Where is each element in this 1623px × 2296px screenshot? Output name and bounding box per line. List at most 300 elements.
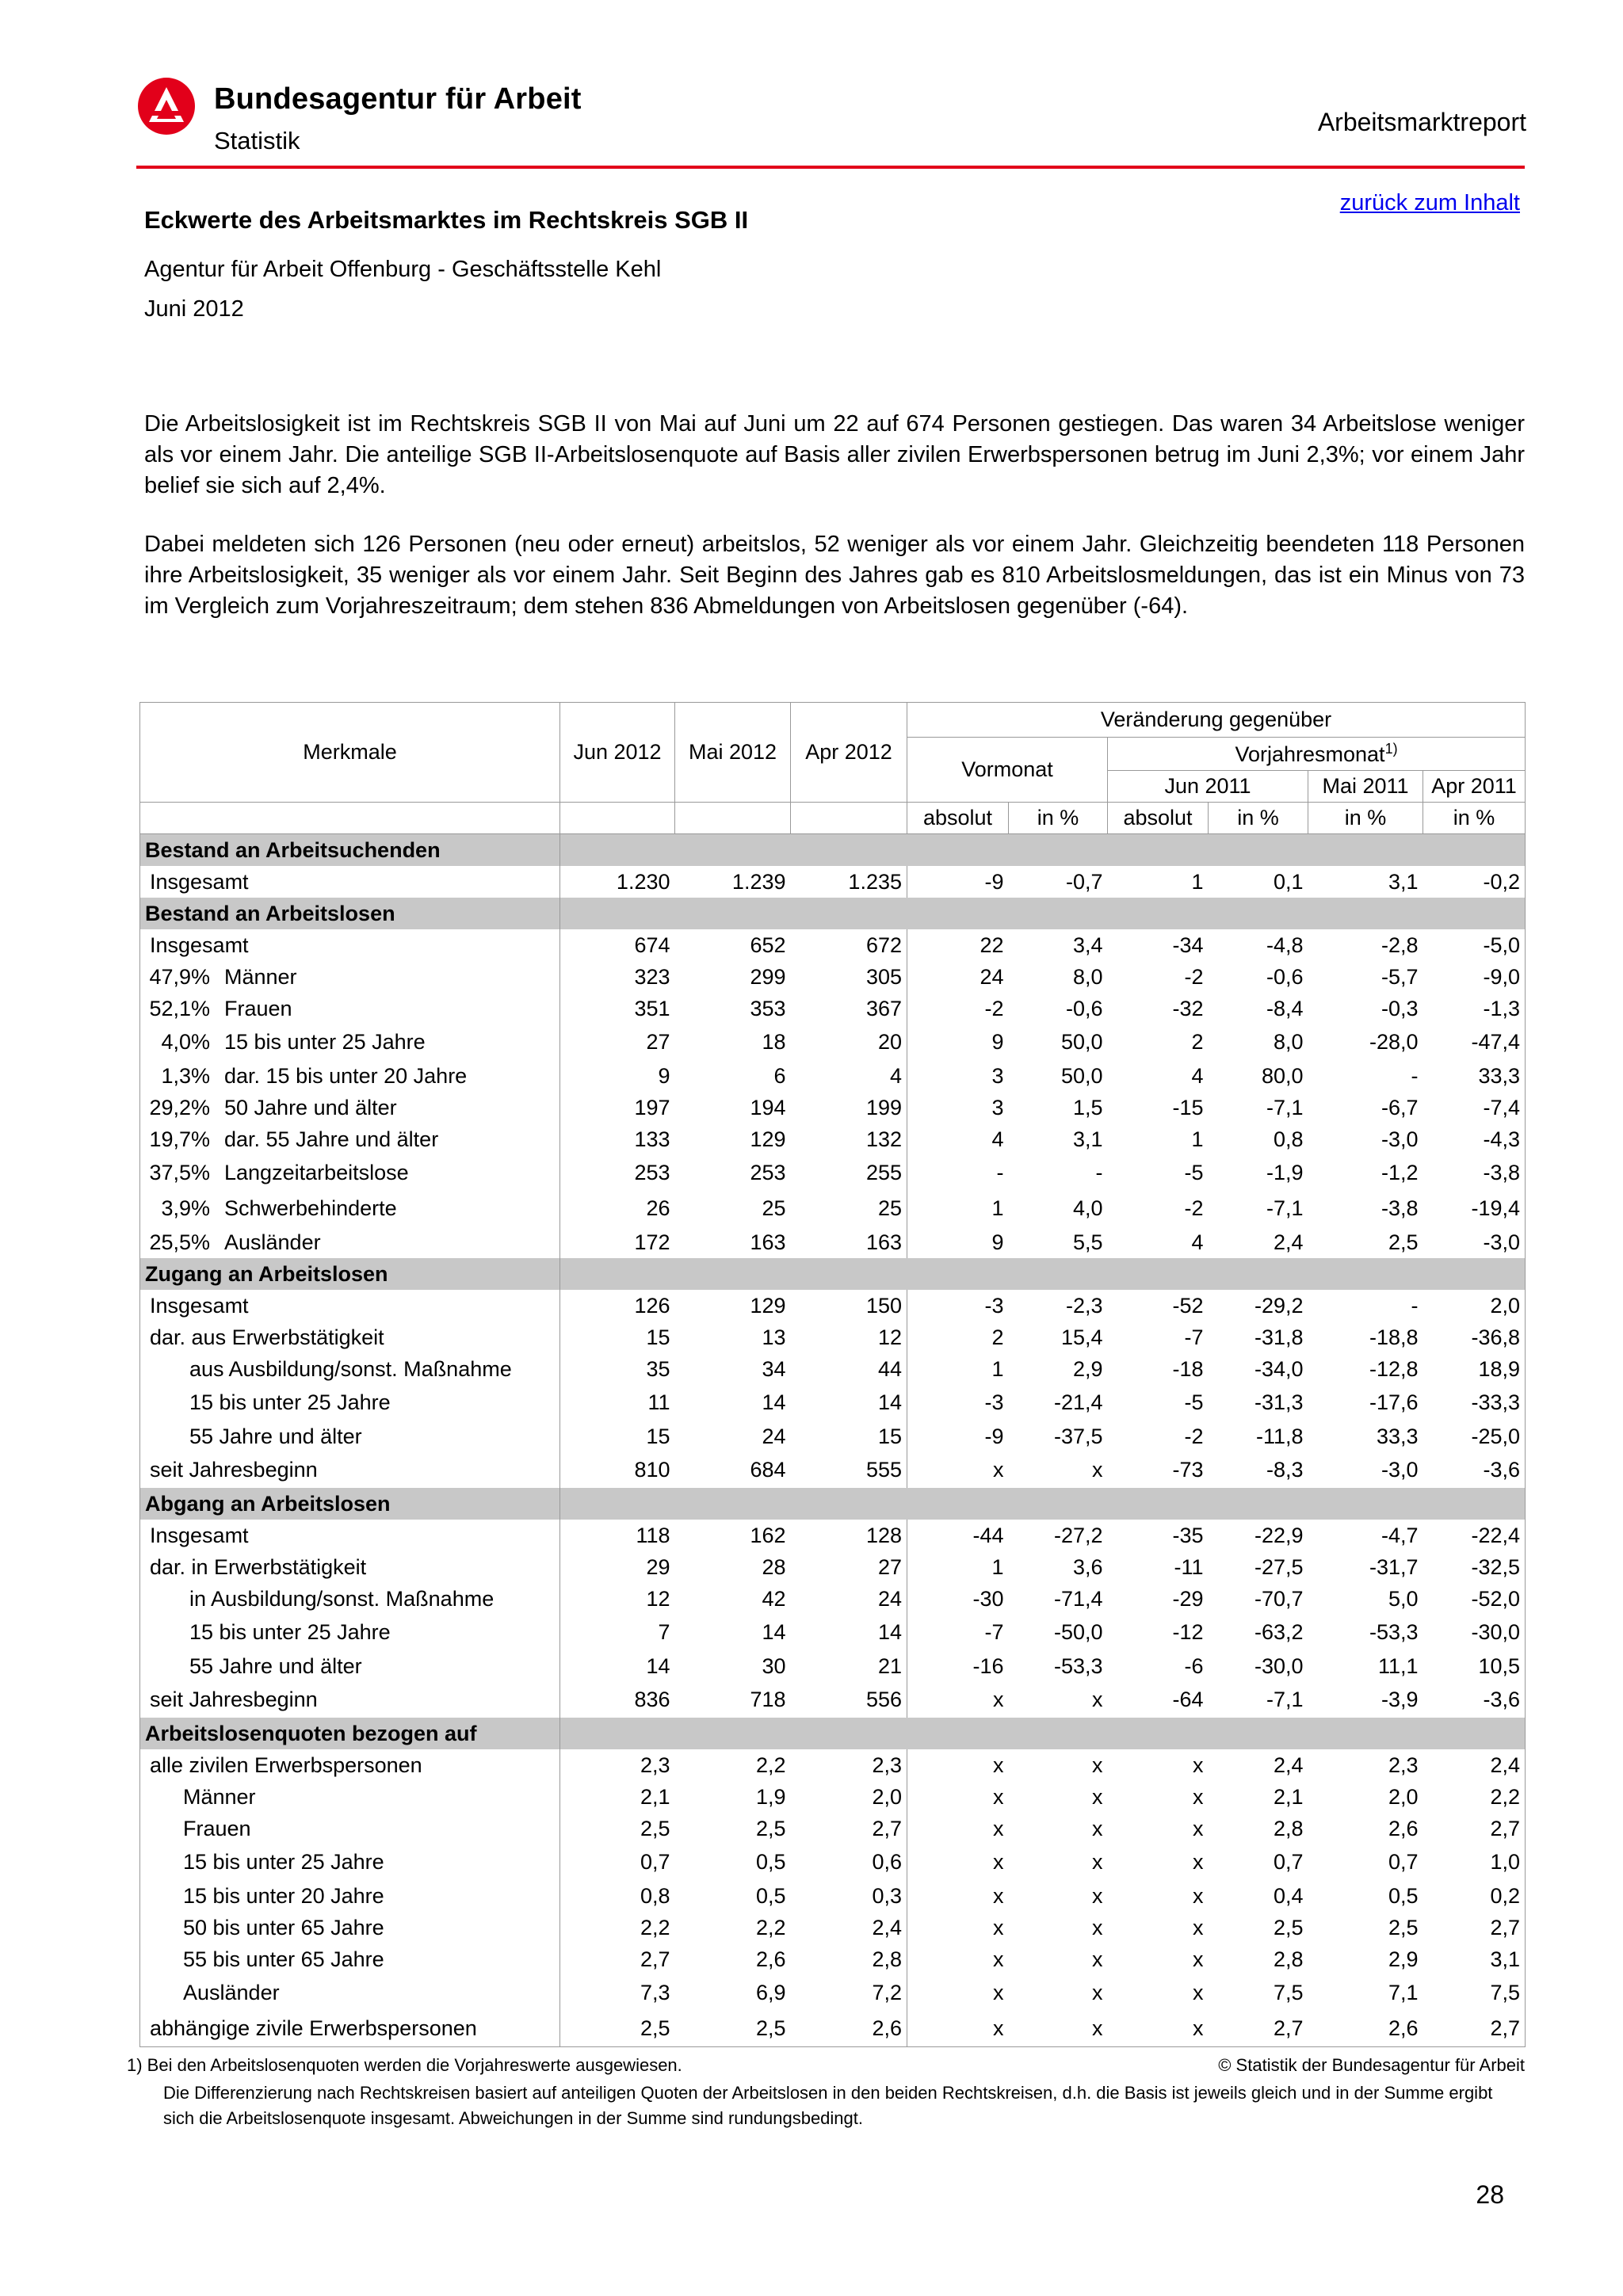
section-filler	[1308, 898, 1423, 929]
table-cell: -64	[1172, 1688, 1204, 1711]
table-cell: 2,8	[1273, 1947, 1304, 1971]
table-cell: -18,8	[1369, 1325, 1419, 1349]
table-section-row	[140, 1718, 1526, 1749]
table-section-row	[140, 1488, 1526, 1520]
table-cell: -35	[1172, 1523, 1204, 1547]
table-cell: -15	[1172, 1095, 1204, 1119]
table-cell: 2,6	[1308, 2011, 1423, 2047]
table-cell: 24	[980, 964, 1004, 989]
row-label: 15 bis unter 25 Jahre	[183, 1850, 384, 1874]
table-cell: -	[996, 1161, 1004, 1184]
table-cell: -7,1	[1266, 1688, 1304, 1711]
table-cell: -6	[1184, 1653, 1204, 1678]
section-filler	[1009, 1718, 1108, 1749]
row-label-cell	[140, 1781, 560, 1813]
table-cell: -7	[1184, 1325, 1204, 1349]
table-cell: 836	[634, 1688, 670, 1711]
table-row	[140, 1583, 1526, 1615]
row-label-cell	[140, 1975, 560, 2011]
table-cell: 2,2	[755, 1753, 786, 1777]
table-cell: 4	[1191, 1230, 1204, 1254]
table-cell: 7,5	[1423, 1975, 1526, 2011]
row-label-cell	[140, 1322, 560, 1353]
table-cell: 44	[791, 1353, 907, 1385]
header-mai-2012: Mai 2012	[675, 703, 791, 803]
table-cell: -2,3	[1065, 1293, 1103, 1318]
table-cell: -2	[1184, 964, 1204, 989]
header-inpct-jun-2011: in %	[1209, 803, 1308, 834]
table-cell: 35	[646, 1356, 670, 1381]
table-cell: x	[993, 1458, 1004, 1482]
section-filler	[560, 834, 675, 867]
table-row	[140, 1155, 1526, 1191]
table-cell: 1	[1191, 869, 1204, 894]
row-label-cell	[140, 2011, 560, 2047]
section-filler	[1423, 1488, 1526, 1520]
row-label-cell	[140, 1290, 560, 1322]
section-label: Arbeitslosenquoten bezogen auf	[140, 1718, 560, 1749]
table-cell: 2,1	[640, 1784, 670, 1809]
table-cell: 194	[750, 1095, 786, 1119]
row-label: Frauen	[183, 1816, 251, 1840]
table-cell: 810	[634, 1458, 670, 1482]
table-cell: -0,7	[1065, 869, 1103, 894]
table-cell: 150	[791, 1290, 907, 1322]
table-cell: -11,8	[1255, 1424, 1304, 1448]
table-cell: 2,2	[755, 1915, 786, 1939]
header-vorjahresmonat-text: Vorjahresmonat	[1235, 742, 1385, 766]
table-cell: -5,7	[1381, 964, 1419, 989]
row-label-cell	[140, 1583, 560, 1615]
table-row	[140, 1844, 1526, 1880]
table-row	[140, 1123, 1526, 1155]
row-share: 25,5%	[149, 1230, 210, 1254]
table-cell: 2,1	[1273, 1784, 1304, 1809]
table-cell: 80,0	[1261, 1063, 1304, 1088]
section-filler	[1009, 1488, 1108, 1520]
header-apr-2011: Apr 2011	[1423, 771, 1526, 803]
table-cell: 5,5	[1072, 1230, 1103, 1254]
row-label-cell	[140, 1226, 560, 1258]
row-label-cell	[140, 929, 560, 961]
row-label: 50 bis unter 65 Jahre	[183, 1915, 384, 1939]
table-cell: x	[993, 1883, 1004, 1908]
table-cell: 253	[634, 1161, 670, 1184]
table-cell: x	[1092, 1947, 1103, 1971]
table-cell: 128	[791, 1520, 907, 1551]
row-label-cell	[140, 1682, 560, 1718]
table-cell: 1,9	[755, 1784, 786, 1809]
table-cell: 14	[791, 1615, 907, 1650]
header-absolut-vormonat: absolut	[907, 803, 1009, 834]
row-label: Frauen	[224, 996, 292, 1020]
table-cell: 351	[634, 996, 670, 1020]
table-cell: x	[1193, 1947, 1204, 1971]
section-label: Zugang an Arbeitslosen	[140, 1258, 560, 1290]
table-cell: -27,2	[1053, 1523, 1103, 1547]
table-row	[140, 961, 1526, 993]
table-cell: -0,2	[1423, 866, 1526, 898]
table-row	[140, 1092, 1526, 1123]
table-cell: 2,7	[1209, 2011, 1308, 2047]
table-cell: 2,5	[675, 2011, 791, 2047]
table-cell: -1,9	[1266, 1161, 1304, 1184]
table-cell: -2	[1184, 1424, 1204, 1448]
table-cell: 672	[791, 929, 907, 961]
table-row	[140, 1912, 1526, 1943]
row-label: Langzeitarbeitslose	[224, 1161, 409, 1184]
table-cell: 0,7	[1273, 1850, 1304, 1874]
section-filler	[791, 1258, 907, 1290]
table-row	[140, 1650, 1526, 1682]
table-row	[140, 1520, 1526, 1551]
table-cell: 163	[750, 1230, 786, 1254]
table-cell: -53,3	[1369, 1620, 1419, 1644]
row-label: Insgesamt	[150, 933, 249, 957]
row-label: dar. in Erwerbstätigkeit	[150, 1554, 367, 1579]
table-row	[140, 1615, 1526, 1650]
row-share: 29,2%	[149, 1095, 210, 1119]
row-label: in Ausbildung/sonst. Maßnahme	[189, 1586, 495, 1611]
section-filler	[1009, 1258, 1108, 1290]
ba-logo-icon	[136, 76, 197, 136]
table-cell: x	[1193, 1883, 1204, 1908]
table-cell: x	[1092, 1915, 1103, 1939]
table-cell: 30	[762, 1653, 786, 1678]
table-cell: 133	[634, 1127, 670, 1151]
table-cell: 0,6	[791, 1844, 907, 1880]
header-mai-2011: Mai 2011	[1308, 771, 1423, 803]
table-cell: 34	[762, 1356, 786, 1381]
table-row	[140, 1290, 1526, 1322]
table-cell: 163	[791, 1226, 907, 1258]
table-cell: -32	[1172, 996, 1204, 1020]
row-label-cell	[140, 1551, 560, 1583]
section-filler	[560, 1488, 675, 1520]
table-cell: 2,5	[640, 1816, 670, 1840]
table-row	[140, 1452, 1526, 1488]
table-cell: x	[993, 1947, 1004, 1971]
row-label: Männer	[224, 964, 297, 989]
header-inpct-mai-2011: in %	[1308, 803, 1423, 834]
table-cell: 3,1	[1423, 1943, 1526, 1975]
section-filler	[791, 1718, 907, 1749]
row-label-cell	[140, 1385, 560, 1421]
header-inpct-vormonat: in %	[1009, 803, 1108, 834]
table-cell: -2	[1184, 1196, 1204, 1220]
table-cell: 305	[791, 961, 907, 993]
section-filler	[1209, 1718, 1308, 1749]
table-cell: 2,9	[1388, 1947, 1419, 1971]
table-cell: 684	[750, 1458, 786, 1482]
row-label-cell	[140, 961, 560, 993]
table-cell: 7,2	[791, 1975, 907, 2011]
table-cell: 3,1	[1388, 869, 1419, 894]
table-cell: -3,0	[1381, 1458, 1419, 1482]
table-cell: 2,5	[560, 2011, 675, 2047]
table-cell: -17,6	[1369, 1390, 1419, 1414]
table-cell: 13	[762, 1325, 786, 1349]
table-cell: -22,9	[1254, 1523, 1304, 1547]
table-cell: x	[1193, 1981, 1204, 2004]
table-cell: 1	[991, 1554, 1004, 1579]
table-section-row	[140, 898, 1526, 929]
row-label: Insgesamt	[150, 1293, 249, 1318]
table-cell: x	[1108, 2011, 1209, 2047]
table-cell: -7	[984, 1620, 1004, 1644]
table-cell: 25	[762, 1196, 786, 1220]
table-row	[140, 866, 1526, 898]
table-cell: 0,5	[755, 1883, 786, 1908]
table-cell: 24	[791, 1583, 907, 1615]
table-cell: 22	[980, 933, 1004, 957]
table-row	[140, 2011, 1526, 2047]
table-cell: -11	[1174, 1554, 1204, 1579]
table-cell: 25	[791, 1191, 907, 1226]
table-cell: 2,0	[791, 1781, 907, 1813]
table-cell: -31,7	[1369, 1554, 1419, 1579]
table-cell: 1,0	[1423, 1844, 1526, 1880]
table-row	[140, 1813, 1526, 1844]
table-cell: -22,4	[1423, 1520, 1526, 1551]
table-cell: 323	[634, 964, 670, 989]
row-label: abhängige zivile Erwerbspersonen	[150, 2016, 477, 2040]
table-row	[140, 1060, 1526, 1092]
table-cell: 162	[750, 1523, 786, 1547]
table-cell: -3,8	[1381, 1196, 1419, 1220]
table-row	[140, 993, 1526, 1024]
table-cell: 0,7	[1388, 1850, 1419, 1874]
table-cell: 0,5	[1388, 1883, 1419, 1908]
table-row	[140, 1385, 1526, 1421]
section-filler	[1108, 834, 1209, 867]
row-label: aus Ausbildung/sonst. Maßnahme	[189, 1356, 512, 1381]
table-cell: -0,6	[1065, 996, 1103, 1020]
section-filler	[1308, 1488, 1423, 1520]
table-cell: -30	[972, 1586, 1004, 1611]
back-to-contents-link[interactable]: zurück zum Inhalt	[1339, 190, 1520, 215]
row-label-cell	[140, 1813, 560, 1844]
table-cell: -3,6	[1423, 1452, 1526, 1488]
table-cell: 126	[634, 1293, 670, 1318]
table-cell: 0,8	[640, 1883, 670, 1908]
row-label-cell	[140, 1092, 560, 1123]
header-veraenderung: Veränderung gegenüber	[907, 703, 1526, 738]
table-cell: 718	[750, 1688, 786, 1711]
table-cell: 2,4	[791, 1912, 907, 1943]
row-label: Insgesamt	[150, 869, 249, 894]
table-cell: -50,0	[1053, 1620, 1103, 1644]
table-cell: 2,7	[1423, 1813, 1526, 1844]
section-filler	[1423, 1718, 1526, 1749]
table-cell: -52	[1172, 1293, 1204, 1318]
org-name: Bundesagentur für Arbeit	[214, 82, 582, 116]
row-label: 15 bis unter 20 Jahre	[183, 1883, 384, 1908]
row-label: alle zivilen Erwerbspersonen	[150, 1753, 422, 1777]
table-cell: 2,7	[791, 1813, 907, 1844]
header-merkmale: Merkmale	[140, 703, 560, 803]
table-cell: 3,1	[1072, 1127, 1103, 1151]
table-body	[140, 834, 1526, 2047]
table-cell: 2,7	[640, 1947, 670, 1971]
table-cell: 7,5	[1273, 1981, 1304, 2004]
row-label-cell	[140, 1880, 560, 1912]
table-cell: -4,3	[1423, 1123, 1526, 1155]
table-cell: x	[993, 1915, 1004, 1939]
table-cell: 199	[791, 1092, 907, 1123]
table-cell: x	[1092, 1850, 1103, 1874]
table-cell: 11,1	[1377, 1653, 1419, 1678]
row-label: dar. 55 Jahre und älter	[224, 1127, 439, 1151]
table-cell: x	[1092, 1816, 1103, 1840]
table-cell: -9	[984, 1424, 1004, 1448]
section-filler	[907, 1718, 1009, 1749]
section-filler	[791, 898, 907, 929]
table-cell: 11	[647, 1390, 670, 1414]
table-cell: 0,8	[1273, 1127, 1304, 1151]
table-cell: -47,4	[1423, 1024, 1526, 1060]
table-cell: 29	[646, 1554, 670, 1579]
table-cell: 1,5	[1072, 1095, 1103, 1119]
table-cell: -53,3	[1053, 1653, 1103, 1678]
table-cell: 674	[634, 933, 670, 957]
row-label-cell	[140, 1421, 560, 1452]
row-label-cell	[140, 866, 560, 898]
table-cell: 1	[991, 1356, 1004, 1381]
table-cell: 7,1	[1388, 1981, 1419, 2004]
row-label-cell	[140, 1650, 560, 1682]
statistics-table	[139, 702, 1526, 2047]
table-cell: -73	[1172, 1458, 1204, 1482]
row-label: seit Jahresbeginn	[150, 1688, 318, 1711]
table-cell: 2,0	[1423, 1290, 1526, 1322]
section-filler	[1009, 898, 1108, 929]
table-cell: 3,6	[1072, 1554, 1103, 1579]
table-cell: -29	[1172, 1586, 1204, 1611]
footnote-2: Die Differenzierung nach Rechtskreisen basiert auf anteiligen Quoten der Arbeitslosen in den beiden Rechtskreisen, d.h. die Basis ist jeweils gleich und in der Summe ergibt sich die Arbeitslosenquote insgesamt. Abweichungen in der Summe sind rundungsbedingt.	[163, 2083, 1493, 2128]
table-cell: 10,5	[1423, 1650, 1526, 1682]
table-cell: 3	[991, 1095, 1004, 1119]
summary-paragraph-2: Dabei meldeten sich 126 Personen (neu oder erneut) arbeitslos, 52 weniger als vor einem Jahr. Gleichzeitig beendeten 118 Personen ihre Arbeitslosigkeit, 35 weniger als vor einem Jahr. Seit Beginn des Jahres gab es 810 Arbeitslosmeldungen, das ist ein Minus von 73 im Vergleich zum Vorjahreszeitraum; dem stehen 836 Abmeldungen von Arbeitslosen gegenüber (-64).	[144, 532, 1525, 619]
table-cell: 2,4	[1273, 1230, 1304, 1254]
table-row	[140, 1024, 1526, 1060]
table-cell: -30,0	[1423, 1615, 1526, 1650]
table-cell: x	[1092, 1784, 1103, 1809]
table-cell: -32,5	[1423, 1551, 1526, 1583]
table-cell: 15	[791, 1421, 907, 1452]
table-cell: 2,3	[1388, 1753, 1419, 1777]
section-filler	[1108, 898, 1209, 929]
section-filler	[791, 1488, 907, 1520]
section-filler	[1308, 834, 1423, 867]
section-filler	[1423, 898, 1526, 929]
table-cell: -	[1411, 1063, 1419, 1088]
org-subtitle: Statistik	[214, 127, 300, 154]
table-cell: -3,6	[1423, 1682, 1526, 1718]
table-cell: x	[1009, 2011, 1108, 2047]
header-vorjahresmonat	[1108, 738, 1526, 771]
table-cell: 2,2	[1423, 1781, 1526, 1813]
table-cell: -	[1411, 1293, 1419, 1318]
table-cell: 0,1	[1273, 869, 1304, 894]
table-row	[140, 1551, 1526, 1583]
table-cell: 2,9	[1072, 1356, 1103, 1381]
row-label-cell	[140, 1191, 560, 1226]
table-section-row	[140, 834, 1526, 867]
row-label-cell	[140, 1060, 560, 1092]
table-cell: 2,8	[791, 1943, 907, 1975]
table-cell: 197	[634, 1095, 670, 1119]
row-label: dar. aus Erwerbstätigkeit	[150, 1325, 384, 1349]
table-cell: 1.235	[791, 866, 907, 898]
row-share: 19,7%	[149, 1127, 210, 1151]
section-filler	[907, 1258, 1009, 1290]
table-cell: -8,3	[1266, 1458, 1304, 1482]
row-label: Insgesamt	[150, 1523, 249, 1547]
section-filler	[1108, 1718, 1209, 1749]
table-cell: x	[907, 2011, 1009, 2047]
table-cell: x	[1193, 1816, 1204, 1840]
table-cell: 299	[750, 964, 786, 989]
table-cell: 33,3	[1376, 1424, 1419, 1448]
header-absolut-vorjahr: absolut	[1108, 803, 1209, 834]
table-cell: 2,3	[791, 1749, 907, 1781]
row-label-cell	[140, 1123, 560, 1155]
header-vormonat: Vormonat	[907, 738, 1108, 803]
row-label: 55 bis unter 65 Jahre	[183, 1947, 384, 1971]
page-number: 28	[1476, 2180, 1504, 2209]
table-cell: -52,0	[1423, 1583, 1526, 1615]
row-label: 55 Jahre und älter	[189, 1653, 362, 1678]
row-label: seit Jahresbeginn	[150, 1458, 318, 1482]
table-cell: 12	[791, 1322, 907, 1353]
table-cell: 2,0	[1388, 1784, 1419, 1809]
table-cell: 15	[646, 1424, 670, 1448]
table-cell: 21	[791, 1650, 907, 1682]
table-cell: -9,0	[1423, 961, 1526, 993]
section-filler	[675, 1258, 791, 1290]
agency-subtitle: Agentur für Arbeit Offenburg - Geschäftsstelle Kehl	[144, 257, 662, 282]
row-label: 50 Jahre und älter	[224, 1095, 397, 1119]
table-cell: x	[993, 1784, 1004, 1809]
section-filler	[1209, 898, 1308, 929]
table-cell: 6,9	[755, 1981, 786, 2004]
section-filler	[675, 1718, 791, 1749]
table-cell: 42	[762, 1586, 786, 1611]
table-cell: 15	[646, 1325, 670, 1349]
section-filler	[1423, 834, 1526, 867]
table-cell: -21,4	[1053, 1390, 1103, 1414]
table-cell: 1	[1191, 1127, 1204, 1151]
section-filler	[1308, 1718, 1423, 1749]
table-row	[140, 1226, 1526, 1258]
section-filler	[1209, 1488, 1308, 1520]
table-cell: x	[1092, 1981, 1103, 2004]
row-label-cell	[140, 1844, 560, 1880]
row-share: 52,1%	[149, 996, 210, 1020]
row-label-cell	[140, 1024, 560, 1060]
row-share: 1,3%	[161, 1063, 210, 1088]
table-cell: -16	[972, 1653, 1004, 1678]
table-row	[140, 1682, 1526, 1718]
table-cell: -5	[1184, 1390, 1204, 1414]
row-label: dar. 15 bis unter 20 Jahre	[224, 1063, 468, 1088]
table-cell: 2,5	[1388, 1915, 1419, 1939]
copyright: © Statistik der Bundesagentur für Arbeit	[1218, 2055, 1525, 2075]
table-cell: 1.230	[616, 869, 670, 894]
table-cell: 14	[762, 1620, 786, 1644]
section-filler	[1209, 834, 1308, 867]
